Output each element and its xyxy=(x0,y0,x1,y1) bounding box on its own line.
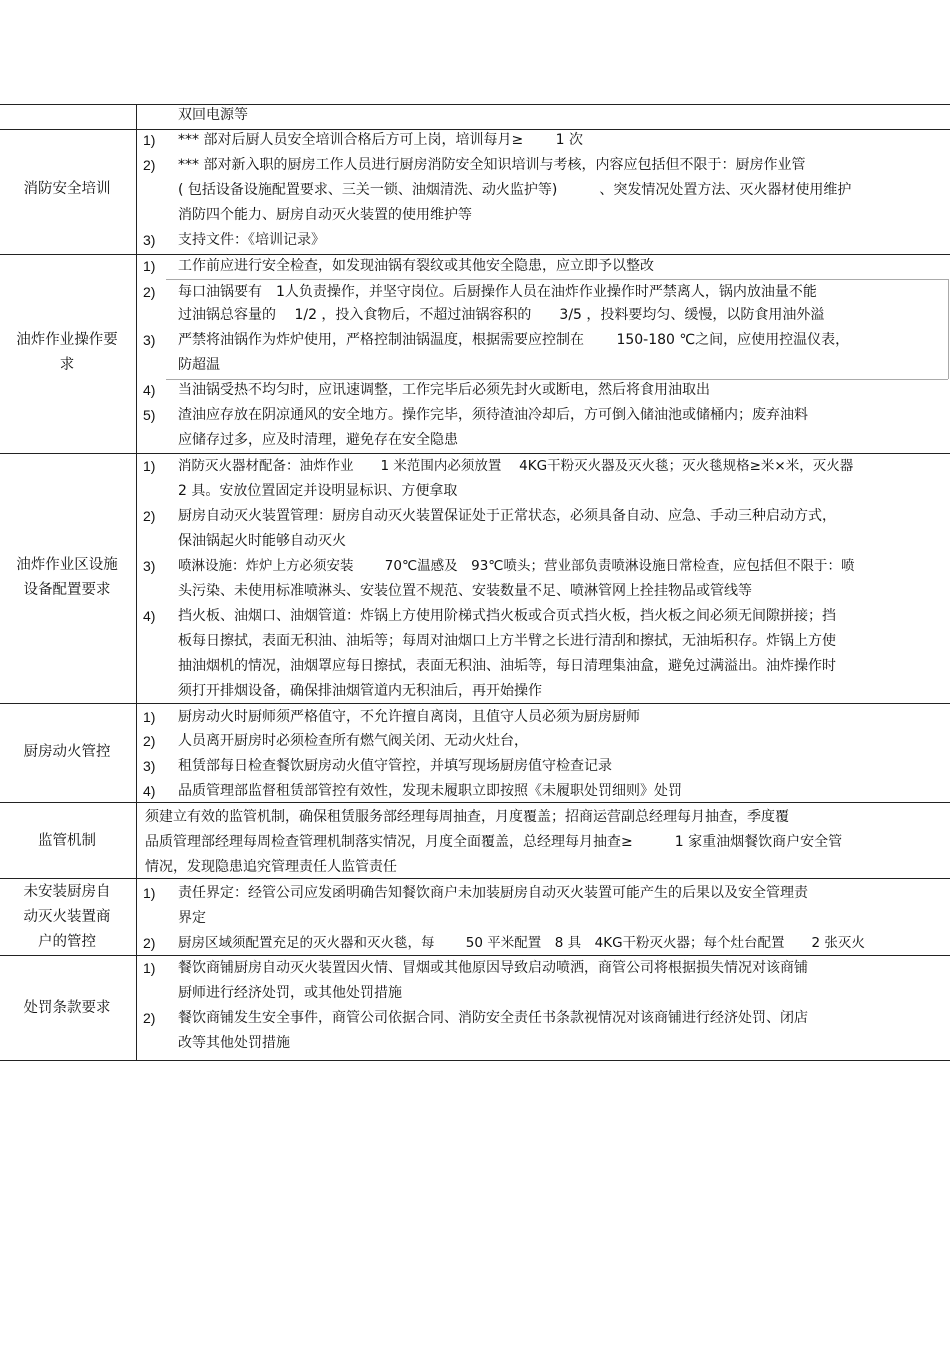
section-label-supervision: 监管机制 xyxy=(38,833,96,849)
section-label-frying-equipment: 油炸作业区设施 xyxy=(16,557,118,573)
section-label-no-auto-extinguisher-2: 动灭火装置商 xyxy=(23,909,111,925)
item-text: 品质管理部监督租赁部管控有效性，发现未履职立即按照《未履职处罚细则》处罚 xyxy=(178,783,682,799)
item-text: 厨师进行经济处罚，或其他处罚措施 xyxy=(178,985,402,1001)
row-divider xyxy=(0,703,950,704)
item-text: 厨房自动灭火装置管理：厨房自动灭火装置保证处于正常状态，必须具备自动、应急、手动三种启动方式， xyxy=(178,508,836,524)
row-divider xyxy=(0,129,950,130)
item-text: 消防四个能力、厨房自动灭火装置的使用维护等 xyxy=(178,207,472,223)
item-number: 1) xyxy=(143,458,156,474)
item-text: 严禁将油锅作为炸炉使用，严格控制油锅温度，根据需要应控制在 150-180 ℃之间，应使用控温仪表， xyxy=(178,332,850,348)
item-text: *** 部对后厨人员安全培训合格后方可上岗，培训每月≥ 1 次 xyxy=(178,132,583,148)
item-text: 厨房动火时厨师须严格值守，不允许擅自离岗，且值守人员必须为厨房厨师 xyxy=(178,709,640,725)
item-text: 过油锅总容量的 1/2 ，投入食物后，不超过油锅容积的 3/5 ，投料要均匀、缓慢，以防食用油外溢 xyxy=(178,307,825,323)
row-divider xyxy=(0,453,950,454)
item-text: 每口油锅要有 1人负责操作，并坚守岗位。后厨操作人员在油炸作业操作时严禁离人，锅内放油量不能 xyxy=(178,284,817,300)
row0-text: 双回电源等 xyxy=(178,107,248,123)
item-text: 渣油应存放在阴凉通风的安全地方。操作完毕，须待渣油冷却后，方可倒入储油池或储桶内；废弃油料 xyxy=(178,407,808,423)
item-number: 1) xyxy=(143,132,156,148)
item-number: 2) xyxy=(143,284,156,300)
item-text: 品质管理部经理每周检查管理机制落实情况，月度全面覆盖，总经理每月抽查≥ 1 家重油烟餐饮商户安全管 xyxy=(145,834,843,850)
label-column-divider xyxy=(136,104,137,1060)
section-label-frying-ops: 油炸作业操作要 xyxy=(16,332,118,348)
item-text: 租赁部每日检查餐饮厨房动火值守管控，并填写现场厨房值守检查记录 xyxy=(178,758,612,774)
item-number: 2) xyxy=(143,1010,156,1026)
item-text: 喷淋设施：炸炉上方必须安装 70℃温感及 93℃喷头；营业部负责喷淋设施日常检查，应包括但不限于：喷 xyxy=(178,558,855,574)
item-text: 餐饮商铺厨房自动灭火装置因火情、冒烟或其他原因导致启动喷洒，商管公司将根据损失情况对该商铺 xyxy=(178,960,808,976)
item-text: 工作前应进行安全检查，如发现油锅有裂纹或其他安全隐患，应立即予以整改 xyxy=(178,258,654,274)
item-number: 2) xyxy=(143,157,156,173)
item-text: 餐饮商铺发生安全事件，商管公司依据合同、消防安全责任书条款视情况对该商铺进行经济处罚、闭店 xyxy=(178,1010,808,1026)
section-label-no-auto-extinguisher-3: 户的管控 xyxy=(38,934,96,950)
item-number: 5) xyxy=(143,407,156,423)
item-text: 防超温 xyxy=(178,357,220,373)
item-text: 板每日擦拭，表面无积油、油垢等；每周对油烟口上方半臂之长进行清刮和擦拭，无油垢积存。炸锅上方使 xyxy=(178,633,836,649)
item-number: 2) xyxy=(143,733,156,749)
item-number: 1) xyxy=(143,709,156,725)
item-number: 1) xyxy=(143,885,156,901)
item-text: 抽油烟机的情况，油烟罩应每日擦拭，表面无积油、油垢等，每日清理集油盒，避免过满溢出。油炸操作时 xyxy=(178,658,836,674)
row-divider xyxy=(0,955,950,956)
item-number: 4) xyxy=(143,783,156,799)
section-label-no-auto-extinguisher: 未安装厨房自 xyxy=(23,884,111,900)
row-divider xyxy=(0,254,950,255)
item-text: 保油锅起火时能够自动灭火 xyxy=(178,533,346,549)
item-number: 3) xyxy=(143,558,156,574)
inner-box-right xyxy=(948,279,949,379)
item-number: 2) xyxy=(143,935,156,951)
item-number: 2) xyxy=(143,508,156,524)
inner-box-top xyxy=(166,279,948,280)
item-number: 1) xyxy=(143,258,156,274)
section-label-fire-training: 消防安全培训 xyxy=(23,181,111,197)
row-divider xyxy=(0,802,950,803)
item-text: 界定 xyxy=(178,910,206,926)
item-text: 须打开排烟设备，确保排油烟管道内无积油后，再开始操作 xyxy=(178,683,542,699)
item-text: 情况，发现隐患追究管理责任人监管责任 xyxy=(145,859,397,875)
item-text: 应储存过多，应及时清理，避免存在安全隐患 xyxy=(178,432,458,448)
item-text: 须建立有效的监管机制，确保租赁服务部经理每周抽查，月度覆盖；招商运营副总经理每月抽查，季度覆 xyxy=(145,809,789,825)
item-number: 3) xyxy=(143,758,156,774)
item-text: 消防灭火器材配备：油炸作业 1 米范围内必须放置 4KG干粉灭火器及灭火毯；灭火毯规格≥米×米，灭火器 xyxy=(178,458,854,474)
item-text: ( 包括设备设施配置要求、三关一锁、油烟清洗、动火监护等) 、突发情况处置方法、灭火器材使用维护 xyxy=(178,182,852,198)
item-text: *** 部对新入职的厨房工作人员进行厨房消防安全知识培训与考核，内容应包括但不限于：厨房作业管 xyxy=(178,157,806,173)
item-text: 人员离开厨房时必须检查所有燃气阀关闭、无动火灶台， xyxy=(178,733,528,749)
item-text: 厨房区域须配置充足的灭火器和灭火毯，每 50 平米配置 8 具 4KG干粉灭火器；每个灶台配置 2 张灭火 xyxy=(178,935,865,951)
table-top-border xyxy=(0,104,950,105)
item-text: 改等其他处罚措施 xyxy=(178,1035,290,1051)
item-text: 挡火板、油烟口、油烟管道：炸锅上方使用阶梯式挡火板或合页式挡火板，挡火板之间必须无间隙拼接；挡 xyxy=(178,608,836,624)
item-text: 2 具。安放位置固定并设明显标识、方便拿取 xyxy=(178,483,458,499)
item-number: 3) xyxy=(143,232,156,248)
section-label-frying-equipment-2: 设备配置要求 xyxy=(23,582,111,598)
inner-box-bottom xyxy=(166,379,948,380)
item-text: 责任界定：经管公司应发函明确告知餐饮商户未加装厨房自动灭火装置可能产生的后果以及安全管理责 xyxy=(178,885,808,901)
item-number: 1) xyxy=(143,960,156,976)
item-number: 4) xyxy=(143,608,156,624)
table-bottom-border xyxy=(0,1060,950,1061)
row-divider xyxy=(0,878,950,879)
item-text: 头污染、未使用标准喷淋头、安装位置不规范、安装数量不足、喷淋管网上拴挂物品或管线等 xyxy=(178,583,752,599)
item-number: 3) xyxy=(143,332,156,348)
section-label-kitchen-fire-control: 厨房动火管控 xyxy=(23,744,111,760)
section-label-frying-ops-2: 求 xyxy=(59,357,75,373)
section-label-penalty-terms: 处罚条款要求 xyxy=(23,1000,111,1016)
item-text: 支持文件：《培训记录》 xyxy=(178,232,325,248)
item-number: 4) xyxy=(143,382,156,398)
item-text: 当油锅受热不均匀时，应讯速调整，工作完毕后必须先封火或断电，然后将食用油取出 xyxy=(178,382,710,398)
